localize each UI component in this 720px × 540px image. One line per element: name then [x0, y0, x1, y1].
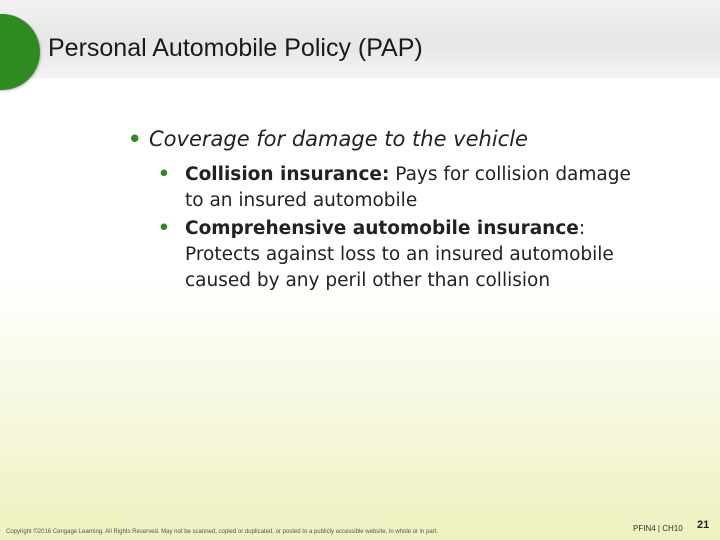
title-bar	[0, 0, 720, 78]
sub-bullet-comprehensive	[158, 216, 645, 294]
main-bullet	[128, 124, 668, 154]
page-number: 21	[697, 519, 710, 531]
main-bullet-text: Coverage for damage to the vehicle	[149, 127, 528, 151]
course-label: PFIN4 | CH10	[633, 524, 683, 533]
bullet-icon: •	[158, 218, 170, 239]
sub-bullet-collision	[158, 162, 645, 214]
slide-content	[128, 124, 668, 296]
slide-title: Personal Automobile Policy (PAP)	[48, 34, 423, 62]
sub-bullet-list	[128, 162, 668, 294]
bullet-icon: •	[128, 127, 142, 151]
bullet-icon: •	[158, 164, 170, 185]
title-accent-shape	[0, 14, 40, 90]
copyright-notice: Copyright ©2016 Cengage Learning. All Rights Reserved. May not be scanned, copied or duplicated, or posted to a publicly accessible website, in whole or in part.	[6, 529, 439, 535]
collision-definition: Pays for collision damage to an insured automobile	[185, 164, 631, 211]
collision-term: Collision insurance:	[185, 164, 390, 185]
comprehensive-definition: : Protects against loss to an insured automobile caused by any peril other than collision	[185, 218, 614, 291]
comprehensive-term: Comprehensive automobile insurance	[185, 218, 579, 239]
